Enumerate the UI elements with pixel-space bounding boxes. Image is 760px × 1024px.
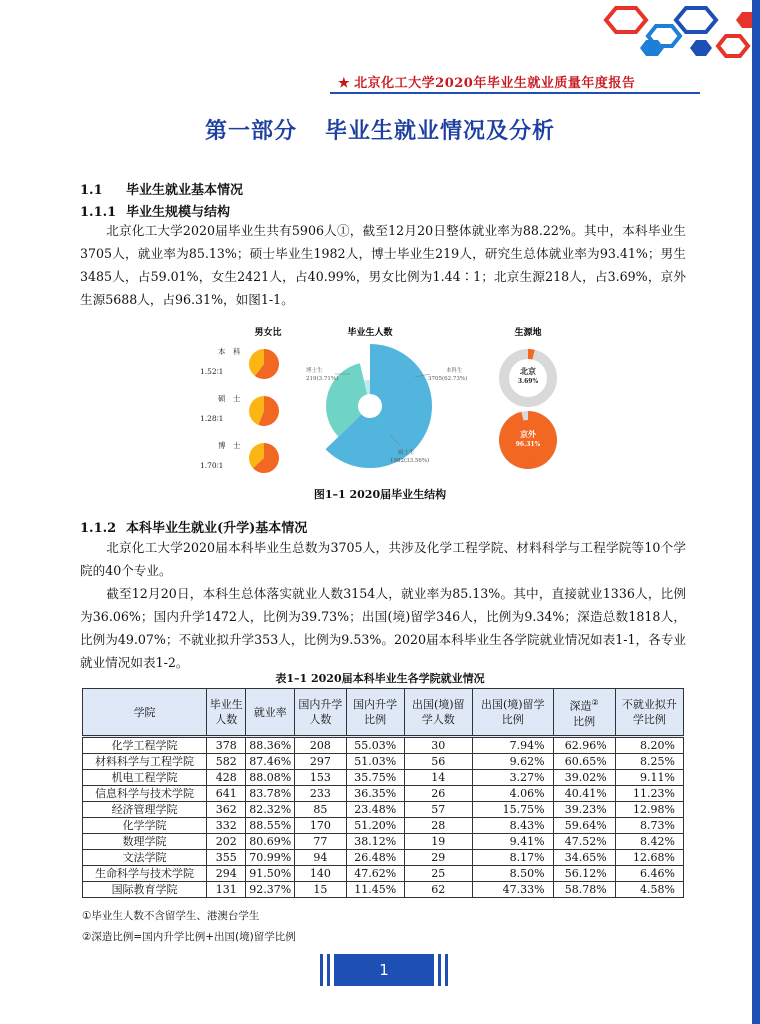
column-header-text: 国内升学 (298, 698, 343, 711)
table-cell: 材料科学与工程学院 (83, 754, 207, 770)
paragraph-bachelor-overview (80, 536, 686, 582)
table-cell: 582 (207, 754, 246, 770)
table-cell: 88.36% (246, 737, 295, 754)
column-header (83, 689, 207, 737)
side-accent-strip (752, 0, 760, 1024)
doctor-value: 219(3.71%) (306, 376, 339, 382)
table-cell: 39.02% (553, 770, 615, 786)
footnote-1: ①毕业生人数不含留学生、港澳台学生 (82, 910, 260, 922)
table-cell: 数理学院 (83, 834, 207, 850)
table-cell: 85 (295, 802, 347, 818)
table-cell: 26 (404, 786, 472, 802)
column-header-text: 出国(境)留学 (480, 698, 545, 711)
table-cell: 60.65% (553, 754, 615, 770)
table-header-row (83, 689, 684, 737)
table-cell: 19 (404, 834, 472, 850)
table-cell: 11.23% (615, 786, 683, 802)
page-bar-left-inner (327, 954, 330, 986)
table-cell: 131 (207, 882, 246, 898)
table-cell: 8.42% (615, 834, 683, 850)
header-divider (330, 92, 700, 94)
column-header (246, 689, 295, 737)
gender-ratio-value: 1.28∶1 (200, 414, 224, 423)
table-cell: 378 (207, 737, 246, 754)
bachelor-value: 3705(62.73%) (428, 376, 468, 382)
page-bar-right (445, 954, 448, 986)
gender-ratio-value: 1.52∶1 (200, 367, 224, 376)
table-cell: 170 (295, 818, 347, 834)
column-header-text: 出国(境)留 (411, 698, 465, 711)
table-cell: 57 (404, 802, 472, 818)
paragraph-graduate-scale (80, 219, 686, 311)
table-row (83, 850, 684, 866)
table-cell: 14 (404, 770, 472, 786)
degree-label: 硕 士 (218, 394, 241, 403)
column-header-text: 学比例 (632, 713, 666, 726)
table-cell: 40.41% (553, 786, 615, 802)
page-number: 1 (334, 954, 434, 986)
part-title-right: 毕业生就业情况及分析 (325, 118, 556, 144)
table-row (83, 737, 684, 754)
table-cell: 7.94% (472, 737, 553, 754)
section-number: 1.1.1 (80, 205, 117, 220)
table-cell: 11.45% (346, 882, 404, 898)
table-cell: 8.73% (615, 818, 683, 834)
table-cell: 355 (207, 850, 246, 866)
table-cell: 8.25% (615, 754, 683, 770)
graduate-count-title: 毕业生人数 (347, 328, 393, 338)
star-icon: ★ (338, 76, 351, 91)
page-bar-right-inner (438, 954, 441, 986)
column-header (295, 689, 347, 737)
beijing-pct: 3.69% (517, 378, 539, 385)
column-header-text: 人数 (215, 713, 238, 726)
table-cell: 80.69% (246, 834, 295, 850)
table-cell: 88.55% (246, 818, 295, 834)
table-cell: 51.03% (346, 754, 404, 770)
column-header (404, 689, 472, 737)
table-cell: 36.35% (346, 786, 404, 802)
table-cell: 39.23% (553, 802, 615, 818)
column-header (553, 689, 615, 737)
section-number: 1.1 (80, 183, 103, 198)
column-header-text: 毕业生 (209, 698, 243, 711)
table-cell: 77 (295, 834, 347, 850)
table-cell: 34.65% (553, 850, 615, 866)
table-cell: 4.58% (615, 882, 683, 898)
table-cell: 62.96% (553, 737, 615, 754)
column-header (346, 689, 404, 737)
table-row (83, 802, 684, 818)
table-cell: 化学学院 (83, 818, 207, 834)
table-cell: 202 (207, 834, 246, 850)
table-cell: 92.37% (246, 882, 295, 898)
gender-ratio-title: 男女比 (254, 328, 282, 338)
table-cell: 信息科学与技术学院 (83, 786, 207, 802)
doctor-label: 博士生 (306, 368, 323, 374)
degree-label: 本 科 (218, 347, 241, 356)
origin-title: 生源地 (514, 328, 542, 338)
paragraph-text: 北京化工大学2020届本科毕业生总数为3705人，共涉及化学工程学院、材料科学与工程学院等10个学院的40个专业。 (80, 540, 686, 578)
other-origin-pct: 96.31% (515, 441, 541, 448)
table-cell: 国际教育学院 (83, 882, 207, 898)
figure-graduate-structure (160, 322, 600, 478)
table-cell: 9.41% (472, 834, 553, 850)
table-cell: 35.75% (346, 770, 404, 786)
table-cell: 70.99% (246, 850, 295, 866)
table-cell: 82.32% (246, 802, 295, 818)
table-cell: 29 (404, 850, 472, 866)
table-cell: 38.12% (346, 834, 404, 850)
table-row (83, 834, 684, 850)
section-heading-1-1 (80, 179, 243, 198)
report-header (338, 72, 635, 91)
table-cell: 62 (404, 882, 472, 898)
part-title (0, 114, 760, 145)
table-cell: 55.03% (346, 737, 404, 754)
bachelor-label: 本科生 (446, 368, 463, 374)
other-origin-label: 京外 (520, 429, 536, 439)
table-cell: 56 (404, 754, 472, 770)
table-cell: 12.98% (615, 802, 683, 818)
table-row (83, 866, 684, 882)
figure-caption: 图1–1 2020届毕业生结构 (313, 488, 447, 501)
table-cell: 8.43% (472, 818, 553, 834)
table-caption: 表1–1 2020届本科毕业生各学院就业情况 (275, 672, 485, 685)
column-header-text: 国内升学 (353, 698, 398, 711)
section-number: 1.1.2 (80, 521, 117, 536)
table-cell: 4.06% (472, 786, 553, 802)
table-body (83, 737, 684, 898)
table-cell: 15.75% (472, 802, 553, 818)
column-header-text: 比例 (501, 713, 524, 726)
table-row (83, 754, 684, 770)
table-row (83, 882, 684, 898)
table-cell: 91.50% (246, 866, 295, 882)
section-title: 毕业生就业基本情况 (126, 183, 244, 198)
table-cell: 208 (295, 737, 347, 754)
table-cell: 51.20% (346, 818, 404, 834)
column-header-text: 就业率 (253, 705, 287, 719)
table-cell: 25 (404, 866, 472, 882)
table-cell: 294 (207, 866, 246, 882)
table-cell: 8.17% (472, 850, 553, 866)
table-cell: 140 (295, 866, 347, 882)
table-cell: 机电工程学院 (83, 770, 207, 786)
section-title: 毕业生规模与结构 (126, 205, 231, 220)
paragraph-text: 北京化工大学2020届毕业生共有5906人①，截至12月20日整体就业率为88.22%。其中，本科毕业生3705人，就业率为85.13%；硕士毕业生1982人，博士毕业生219人，研究生总体就业率为93.41%；男生3485人，占59.01%，女生2421人，占40.99%，男女比例为1.44∶1；北京生源218人，占3.69%，京外生源5688人，占96.31%，如图1-1。 (80, 223, 686, 307)
table-cell: 30 (404, 737, 472, 754)
column-header (472, 689, 553, 737)
footnote-marker: ② (591, 698, 599, 708)
column-header-text: 人数 (309, 713, 332, 726)
table-cell: 23.48% (346, 802, 404, 818)
hexagon-decoration-icon (0, 0, 760, 70)
table-cell: 9.62% (472, 754, 553, 770)
table-cell: 297 (295, 754, 347, 770)
table-cell: 428 (207, 770, 246, 786)
page-bar-left (320, 954, 323, 986)
table-cell: 58.78% (553, 882, 615, 898)
table-cell: 6.46% (615, 866, 683, 882)
table-cell: 94 (295, 850, 347, 866)
table-cell: 经济管理学院 (83, 802, 207, 818)
column-header (207, 689, 246, 737)
column-header-text: 不就业拟升 (621, 698, 677, 711)
table-row (83, 818, 684, 834)
column-header-text: 比例 (364, 713, 387, 726)
column-header-text: 比例 (573, 714, 596, 728)
table-cell: 12.68% (615, 850, 683, 866)
table-cell: 8.50% (472, 866, 553, 882)
section-heading-1-1-1 (80, 201, 230, 220)
table-cell: 28 (404, 818, 472, 834)
footnote-2: ②深造比例=国内升学比例+出国(境)留学比例 (82, 931, 296, 943)
table-cell: 83.78% (246, 786, 295, 802)
column-header (615, 689, 683, 737)
column-header-text: 学院 (133, 705, 156, 719)
table-cell: 233 (295, 786, 347, 802)
table-row (83, 786, 684, 802)
table-cell: 88.08% (246, 770, 295, 786)
table-cell: 26.48% (346, 850, 404, 866)
table-cell: 化学工程学院 (83, 737, 207, 754)
paragraph-text: 截至12月20日，本科生总体落实就业人数3154人，就业率为85.13%。其中，直接就业1336人，比例为36.06%；国内升学1472人，比例为39.73%；出国(境)留学346人，比例为9.34%；深造总数1818人，比例为49.07%；不就业拟升学353人，比例为9.53%。2020届本科毕业生各学院就业情况如表1-1，各专业就业情况如表1-2。 (80, 586, 686, 670)
table-cell: 87.46% (246, 754, 295, 770)
table-cell: 47.33% (472, 882, 553, 898)
master-value: 1982(33.56%) (390, 458, 430, 464)
degree-label: 博 士 (218, 441, 241, 450)
part-title-left: 第一部分 (204, 118, 297, 144)
report-header-title: 北京化工大学2020年毕业生就业质量年度报告 (354, 76, 636, 91)
table-cell: 文法学院 (83, 850, 207, 866)
other-origin-center (508, 420, 548, 460)
table-cell: 8.20% (615, 737, 683, 754)
paragraph-bachelor-employment (80, 582, 686, 674)
table-cell: 332 (207, 818, 246, 834)
table-cell: 3.27% (472, 770, 553, 786)
table-cell: 15 (295, 882, 347, 898)
column-header-text: 学人数 (421, 713, 455, 726)
section-title: 本科毕业生就业(升学)基本情况 (126, 521, 308, 536)
table-cell: 47.62% (346, 866, 404, 882)
column-header-text: 深造 (569, 699, 592, 713)
table-cell: 9.11% (615, 770, 683, 786)
table-cell: 362 (207, 802, 246, 818)
section-heading-1-1-2 (80, 517, 307, 536)
table-cell: 47.52% (553, 834, 615, 850)
master-label: 硕士生 (398, 450, 415, 456)
gender-ratio-value: 1.70∶1 (200, 461, 224, 470)
table-row (83, 770, 684, 786)
table-cell: 641 (207, 786, 246, 802)
table-header (83, 689, 684, 737)
table-cell: 153 (295, 770, 347, 786)
table-cell: 56.12% (553, 866, 615, 882)
table-cell: 生命科学与技术学院 (83, 866, 207, 882)
beijing-label: 北京 (520, 366, 536, 376)
table-cell: 59.64% (553, 818, 615, 834)
college-employment-table (82, 688, 684, 898)
